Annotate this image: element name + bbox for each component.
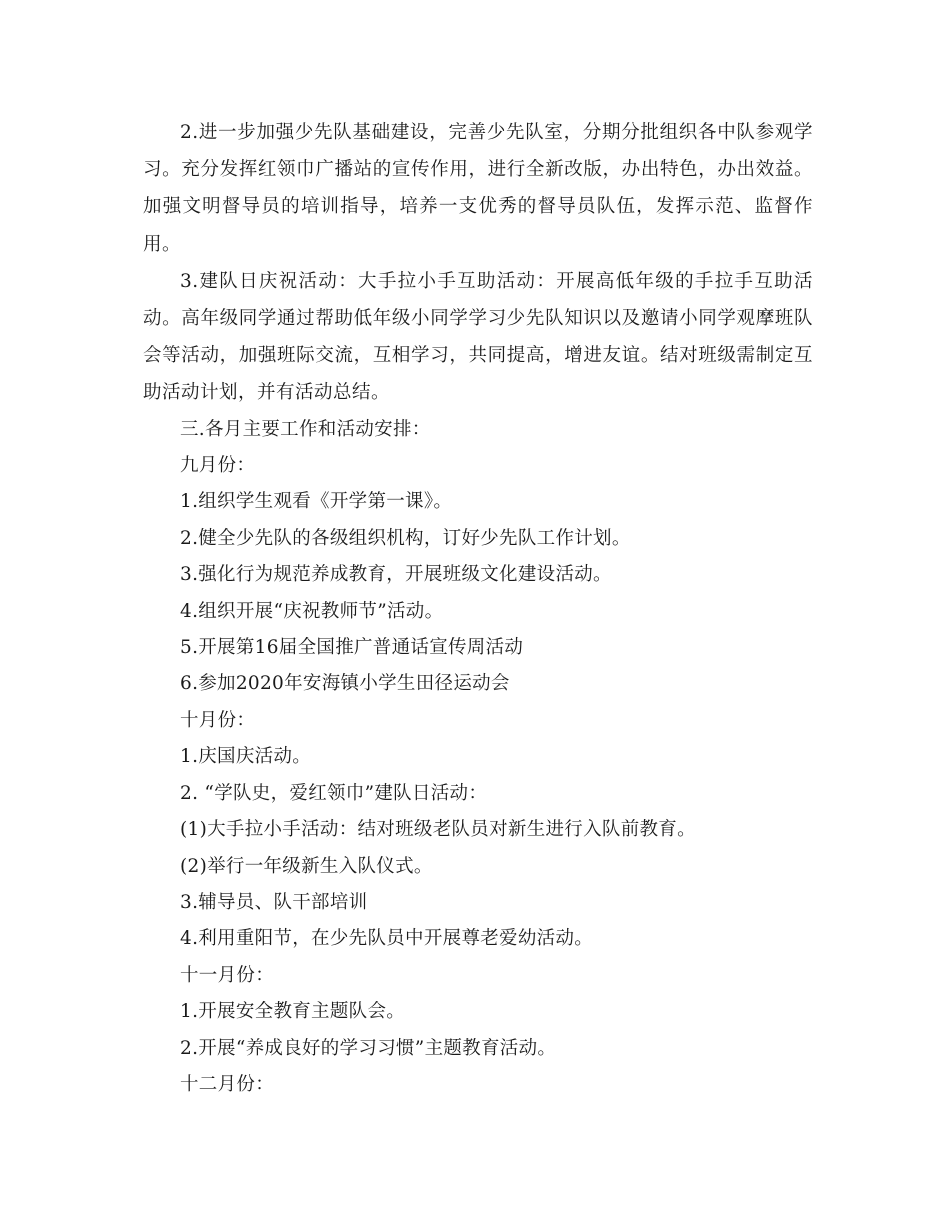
list-item: 1.开展安全教育主题队会。 <box>180 1001 406 1023</box>
list-item: 2.健全少先队的各级组织机构，订好少先队工作计划。 <box>180 527 631 549</box>
sub-list-item: (2)举行一年级新生入队仪式。 <box>180 855 433 877</box>
list-item: 1.庆国庆活动。 <box>180 746 312 768</box>
month-heading-december: 十二月份： <box>180 1073 275 1095</box>
sub-list-item: (1)大手拉小手活动：结对班级老队员对新生进行入队前教育。 <box>180 819 696 841</box>
paragraph-base-construction: 2.进一步加强少先队基础建设，完善少先队室，分期分批组织各中队参观学习。充分发挥红领巾广播站的宣传作用，进行全新改版，办出特色，办出效益。加强文明督导员的培训指导，培养一支优秀的督导员队伍，发挥示范、监督作用。 <box>143 122 813 255</box>
list-item: 3.辅导员、队干部培训 <box>180 891 368 913</box>
list-item: 4.利用重阳节，在少先队员中开展尊老爱幼活动。 <box>180 928 594 950</box>
list-item: 5.开展第16届全国推广普通话宣传周活动 <box>180 637 524 659</box>
list-item: 1.组织学生观看《开学第一课》。 <box>180 491 453 513</box>
list-item: 6.参加2020年安海镇小学生田径运动会 <box>180 673 510 695</box>
list-item: 2.开展“养成良好的学习习惯”主题教育活动。 <box>180 1037 557 1059</box>
list-item: 4.组织开展“庆祝教师节”活动。 <box>180 600 444 622</box>
month-heading-september: 九月份： <box>180 455 256 477</box>
month-heading-october: 十月份： <box>180 709 256 731</box>
paragraph-team-day-celebration: 3.建队日庆祝活动：大手拉小手互助活动：开展高低年级的手拉手互助活动。高年级同学通过帮助低年级小同学学习少先队知识以及邀请小同学观摩班队会等活动，加强班际交流，互相学习，共同提高，增进友谊。结对班级需制定互助活动计划，并有活动总结。 <box>143 270 813 404</box>
document-body <box>143 114 813 1103</box>
list-item: 2. “学队史，爱红领巾”建队日活动： <box>180 782 488 804</box>
section-heading-monthly-plan: 三.各月主要工作和活动安排： <box>180 418 431 440</box>
month-heading-november: 十一月份： <box>180 964 275 986</box>
list-item: 3.强化行为规范养成教育，开展班级文化建设活动。 <box>180 564 612 586</box>
